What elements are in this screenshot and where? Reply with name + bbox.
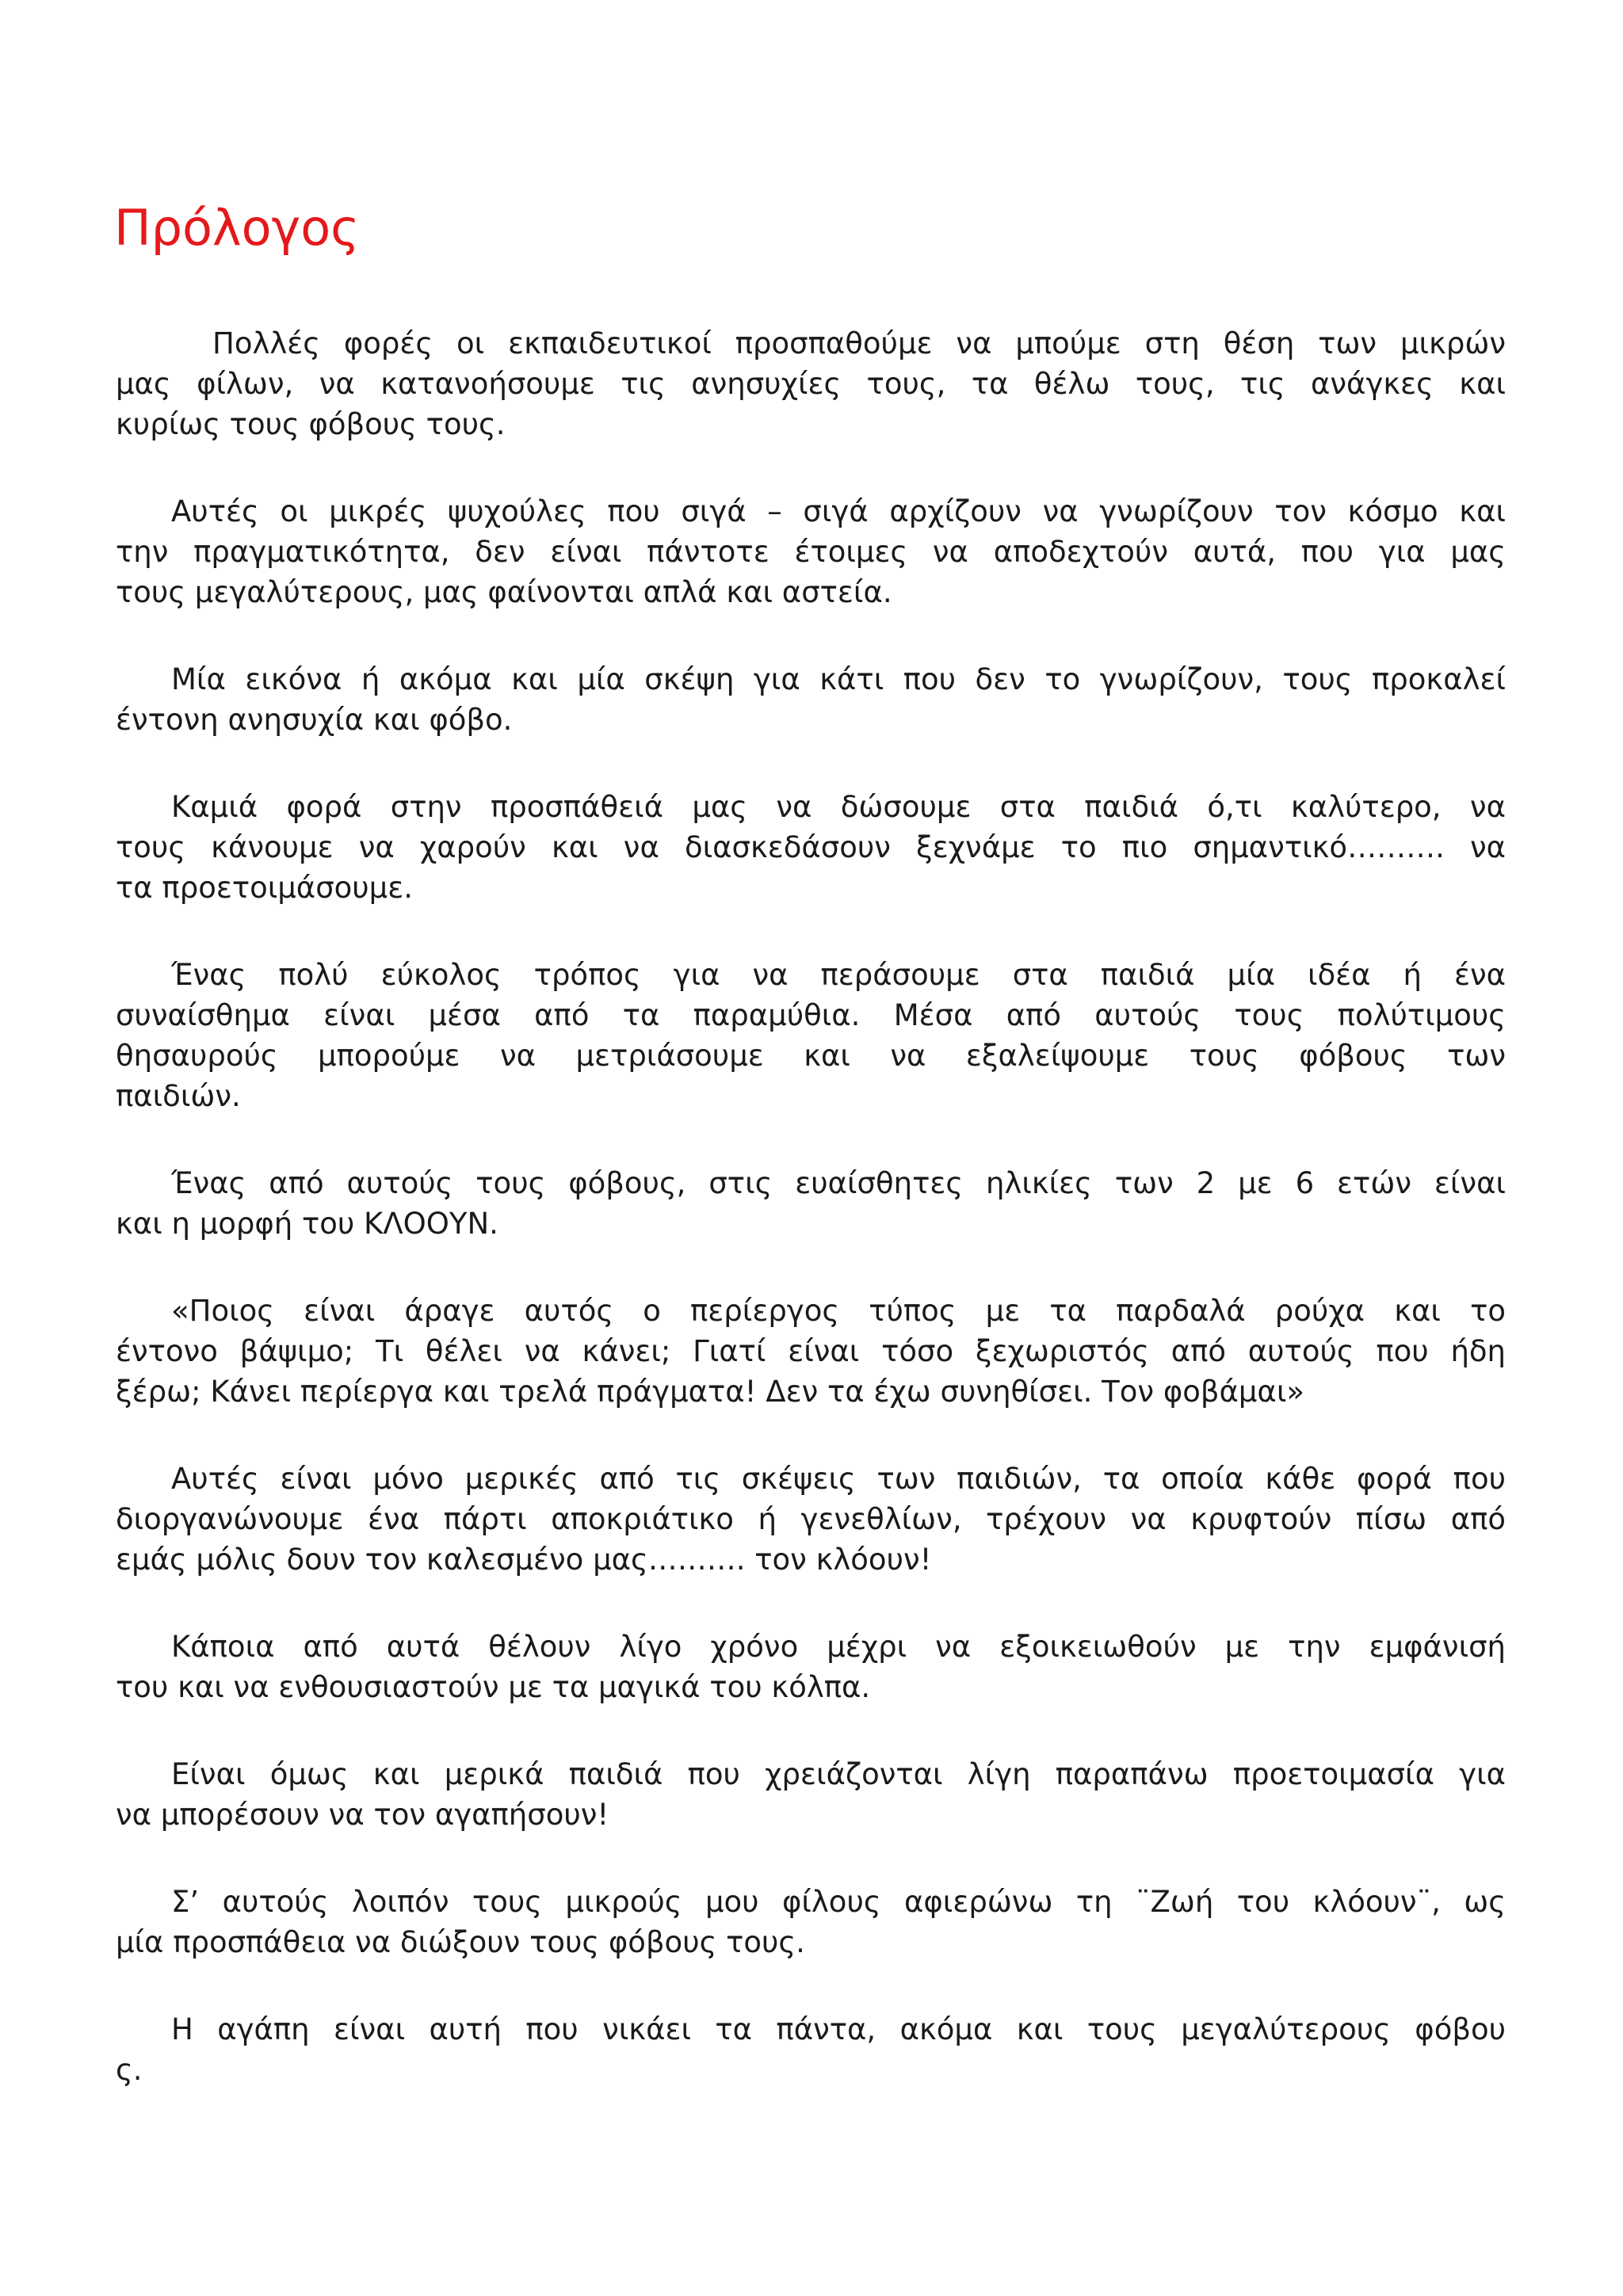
document-title: Πρόλογος [114, 199, 360, 257]
text-line: έντονο βάψιμο; Τι θέλει να κάνει; Γιατί είναι τόσο ξεχωριστός από αυτούς που ήδη [116, 1334, 1506, 1368]
text-line: κυρίως τους φόβους τους. [116, 407, 506, 441]
text-line: τους μεγαλύτερους, μας φαίνονται απλά και αστεία. [116, 575, 892, 609]
text-line: παιδιών. [116, 1079, 241, 1113]
text-line: εμάς μόλις δουν τον καλεσμένο μας………. τον κλόουν! [116, 1543, 932, 1577]
text-line: συναίσθημα είναι μέσα από τα παραμύθια. Μέσα από αυτούς τους πολύτιμους [116, 998, 1506, 1032]
paragraph [116, 491, 1506, 612]
paragraph [116, 1163, 1506, 1244]
text-line: Κάποια από αυτά θέλουν λίγο χρόνο μέχρι να εξοικειωθούν με την εμφάνισή [171, 1630, 1506, 1664]
text-line: έντονη ανησυχία και φόβο. [116, 703, 513, 737]
text-line: τα προετοιμάσουμε. [116, 871, 413, 905]
paragraph [116, 1882, 1506, 1962]
text-line: Καμιά φορά στην προσπάθειά μας να δώσουμε στα παιδιά ό,τι καλύτερο, να [171, 790, 1506, 824]
paragraph [116, 1459, 1506, 1580]
text-line: και η μορφή του ΚΛΟΟΥΝ. [116, 1207, 498, 1241]
text-line: ξέρω; Κάνει περίεργα και τρελά πράγματα! Δεν τα έχω συνηθίσει. Τον φοβάμαι» [116, 1375, 1304, 1409]
document-body [116, 323, 1506, 2137]
text-line: Η αγάπη είναι αυτή που νικάει τα πάντα, ακόμα και τους μεγαλύτερους φόβου [171, 2012, 1506, 2046]
text-line: του και να ενθουσιαστούν με τα μαγικά του κόλπα. [116, 1670, 871, 1704]
text-line: Ένας από αυτούς τους φόβους, στις ευαίσθητες ηλικίες των 2 με 6 ετών είναι [171, 1166, 1506, 1200]
text-line: Αυτές οι μικρές ψυχούλες που σιγά – σιγά αρχίζουν να γνωρίζουν τον κόσμο και [171, 494, 1506, 528]
text-line: Είναι όμως και μερικά παιδιά που χρειάζονται λίγη παραπάνω προετοιμασία για [171, 1757, 1506, 1791]
paragraph [116, 323, 1506, 444]
text-line: «Ποιος είναι άραγε αυτός ο περίεργος τύπος με τα παρδαλά ρούχα και το [171, 1294, 1506, 1328]
text-line: την πραγματικότητα, δεν είναι πάντοτε έτοιμες να αποδεχτούν αυτά, που για μας [116, 535, 1506, 569]
text-line: Πολλές φορές οι εκπαιδευτικοί προσπαθούμε να μπούμε στη θέση των μικρών [212, 326, 1506, 360]
text-line: Σ’ αυτούς λοιπόν τους μικρούς μου φίλους αφιερώνω τη ¨Ζωή του κλόουν¨, ως [171, 1885, 1506, 1919]
text-line: τους κάνουμε να χαρούν και να διασκεδάσουν ξεχνάμε το πιο σημαντικό………. να [116, 830, 1506, 864]
paragraph [116, 659, 1506, 740]
paragraph [116, 2009, 1506, 2090]
text-line: διοργανώνουμε ένα πάρτι αποκριάτικο ή γενεθλίων, τρέχουν να κρυφτούν πίσω από [116, 1502, 1506, 1536]
text-line: να μπορέσουν να τον αγαπήσουν! [116, 1798, 609, 1832]
text-line: Μία εικόνα ή ακόμα και μία σκέψη για κάτι που δεν το γνωρίζουν, τους προκαλεί [171, 662, 1506, 696]
paragraph [116, 787, 1506, 908]
paragraph [116, 1627, 1506, 1707]
paragraph [116, 1291, 1506, 1412]
text-line: Αυτές είναι μόνο μερικές από τις σκέψεις των παιδιών, τα οποία κάθε φορά που [171, 1462, 1506, 1496]
text-line: ς. [116, 2053, 143, 2087]
paragraph [116, 1754, 1506, 1835]
text-line: μας φίλων, να κατανοήσουμε τις ανησυχίες τους, τα θέλω τους, τις ανάγκες και [116, 367, 1506, 401]
text-line: Ένας πολύ εύκολος τρόπος για να περάσουμε στα παιδιά μία ιδέα ή ένα [171, 958, 1506, 992]
paragraph [116, 955, 1506, 1116]
text-line: θησαυρούς μπορούμε να μετριάσουμε και να εξαλείψουμε τους φόβους των [116, 1039, 1506, 1073]
text-line: μία προσπάθεια να διώξουν τους φόβους τους. [116, 1925, 805, 1959]
